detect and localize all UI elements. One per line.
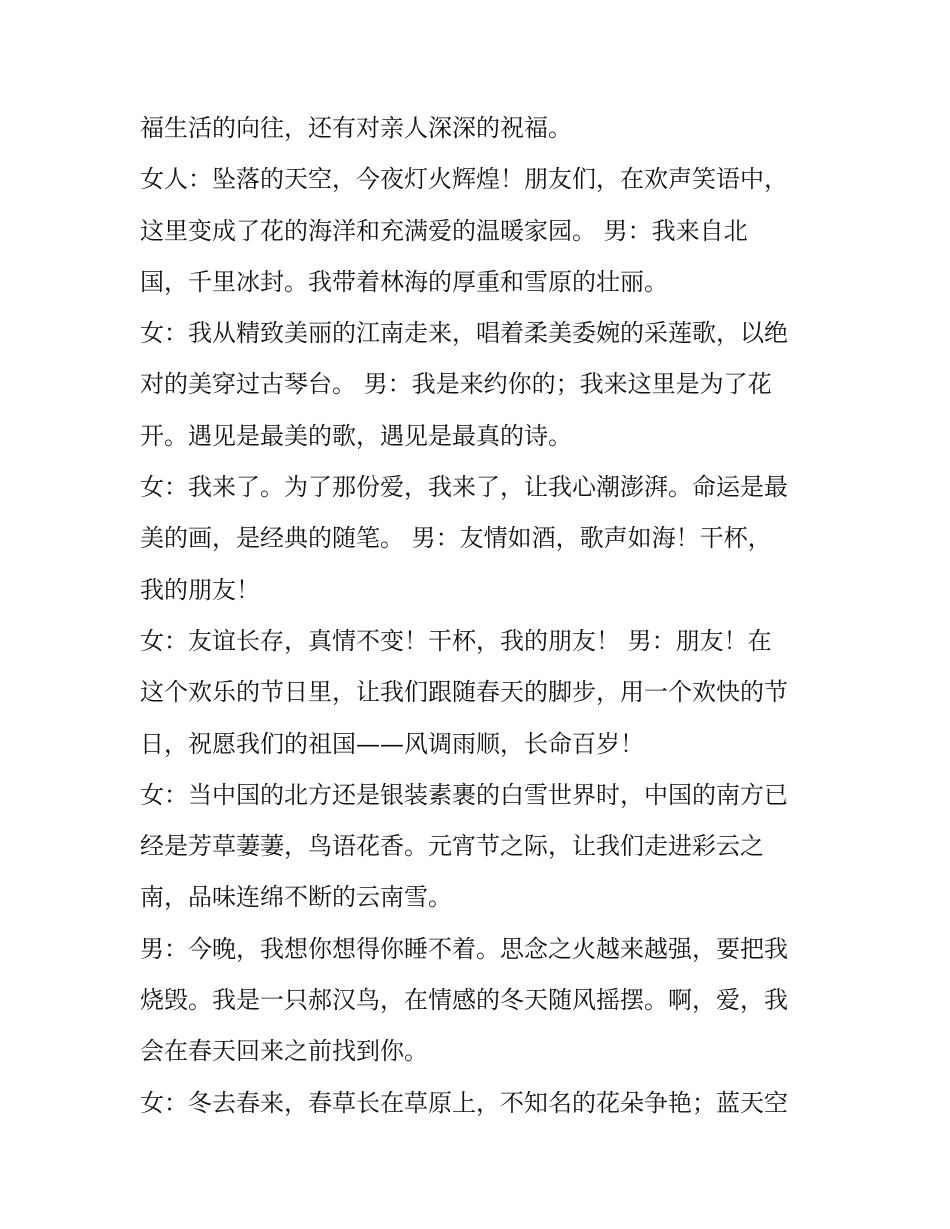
text-line: 这个欢乐的节日里，让我们跟随春天的脚步，用一个欢快的节	[140, 678, 788, 707]
text-line: 这里变成了花的海洋和充满爱的温暖家园。 男：我来自北	[140, 216, 748, 245]
text-line: 日，祝愿我们的祖国——风调雨顺，长命百岁！	[140, 729, 644, 758]
text-line: 南，品味连绵不断的云南雪。	[140, 883, 452, 912]
text-line: 女：友谊长存，真情不变！干杯，我的朋友！ 男：朋友！在	[140, 626, 772, 655]
body-text	[140, 103, 820, 1129]
text-line: 美的画，是经典的随笔。 男：友情如酒，歌声如海！干杯，	[140, 524, 772, 553]
text-line: 对的美穿过古琴台。 男：我是来约你的；我来这里是为了花	[140, 370, 772, 399]
text-line: 女：当中国的北方还是银装素裹的白雪世界时，中国的南方已	[140, 780, 788, 809]
text-line: 会在春天回来之前找到你。	[140, 1037, 428, 1066]
text-line: 女：冬去春来，春草长在草原上，不知名的花朵争艳；蓝天空	[140, 1088, 788, 1117]
text-line: 我的朋友！	[140, 575, 260, 604]
text-line: 经是芳草萋萋，鸟语花香。元宵节之际，让我们走进彩云之	[140, 832, 764, 861]
text-line: 女：我来了。为了那份爱，我来了，让我心潮澎湃。命运是最	[140, 473, 788, 502]
text-line: 烧毁。我是一只郝汉鸟，在情感的冬天随风摇摆。啊，爱，我	[140, 986, 788, 1015]
text-line: 男：今晚，我想你想得你睡不着。思念之火越来越强，要把我	[140, 934, 788, 963]
text-line: 开。遇见是最美的歌，遇见是最真的诗。	[140, 421, 572, 450]
text-line: 女：我从精致美丽的江南走来，唱着柔美委婉的采莲歌，以绝	[140, 319, 788, 348]
text-line: 福生活的向往，还有对亲人深深的祝福。	[140, 114, 572, 142]
text-line: 女人：坠落的天空，今夜灯火辉煌！朋友们，在欢声笑语中，	[140, 165, 788, 194]
text-line: 国，千里冰封。我带着林海的厚重和雪原的壮丽。	[140, 267, 668, 296]
